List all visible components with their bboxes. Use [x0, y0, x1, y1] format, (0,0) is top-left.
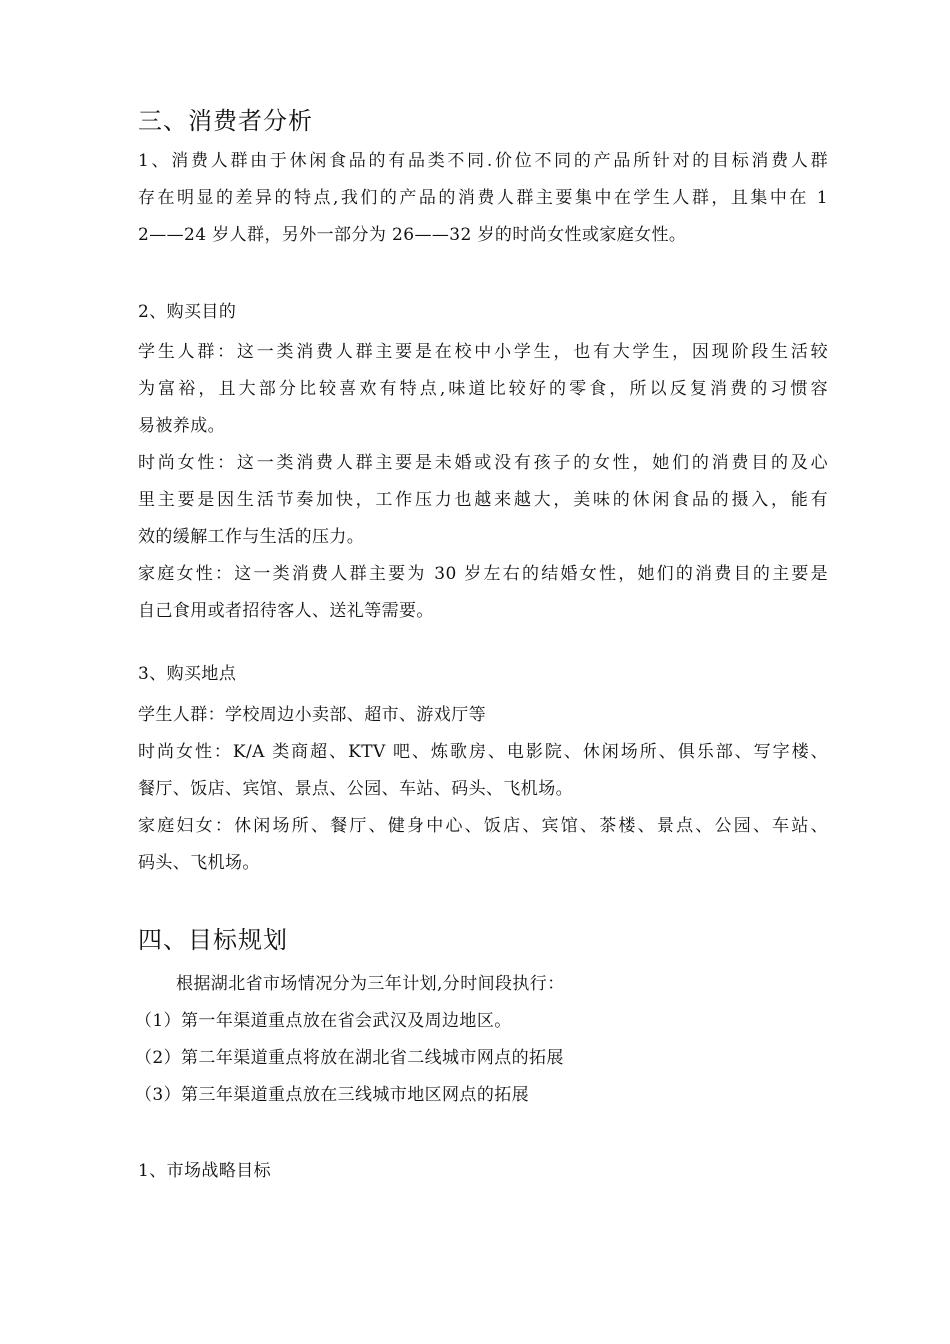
text-line: 自己食用或者招待客人、送礼等需要。 — [138, 601, 434, 621]
section-heading-target-planning: 四、目标规划 — [138, 926, 288, 954]
section-heading-consumer-analysis: 三、消费者分析 — [138, 107, 313, 135]
text-line: 学生人群：学校周边小卖部、超市、游戏厅等 — [138, 705, 486, 725]
paragraph-purpose-family-women — [138, 556, 828, 630]
text-line: 学生人群：这一类消费人群主要是在校中小学生，也有大学生，因现阶段生活较 — [138, 342, 828, 362]
subheading-market-strategy-goal: 1、市场战略目标 — [138, 1161, 272, 1181]
plan-item-1: （1）第一年渠道重点放在省会武汉及周边地区。 — [135, 1011, 512, 1031]
text-line: 2——24 岁人群，另外一部分为 26——32 岁的时尚女性或家庭女性。 — [138, 225, 687, 245]
text-line: 家庭女性：这一类消费人群主要为 30 岁左右的结婚女性，她们的消费目的主要是 — [138, 564, 828, 584]
text-line: 效的缓解工作与生活的压力。 — [138, 527, 365, 547]
text-line: 里主要是因生活节奏加快，工作压力也越来越大，美味的休闲食品的摄入，能有 — [138, 490, 828, 510]
text-line: 餐厅、饭店、宾馆、景点、公园、车站、码头、飞机场。 — [138, 779, 573, 799]
subheading-purchase-location: 3、购买地点 — [138, 664, 237, 684]
text-line: 家庭妇女：休闲场所、餐厅、健身中心、饭店、宾馆、茶楼、景点、公园、车站、 — [138, 816, 828, 836]
plan-item-3: （3）第三年渠道重点放在三线城市地区网点的拓展 — [135, 1085, 530, 1105]
plan-item-2: （2）第二年渠道重点将放在湖北省二线城市网点的拓展 — [135, 1048, 564, 1068]
paragraph-location-students — [138, 697, 828, 734]
text-line: 存在明显的差异的特点,我们的产品的消费人群主要集中在学生人群，且集中在 1 — [138, 188, 828, 208]
paragraph-purpose-students — [138, 334, 828, 445]
text-line: 1、消费人群由于休闲食品的有品类不同.价位不同的产品所针对的目标消费人群 — [138, 151, 828, 171]
paragraph-consumer-groups — [138, 143, 828, 254]
plan-intro: 根据湖北省市场情况分为三年计划,分时间段执行： — [176, 974, 565, 994]
text-line: 易被养成。 — [138, 416, 225, 436]
text-line: 码头、飞机场。 — [138, 853, 260, 873]
paragraph-location-family-women — [138, 808, 828, 882]
paragraph-location-fashion-women — [138, 734, 828, 808]
paragraph-purpose-fashion-women — [138, 445, 828, 556]
subheading-purchase-purpose: 2、购买目的 — [138, 302, 237, 322]
text-line: 为富裕，且大部分比较喜欢有特点,味道比较好的零食，所以反复消费的习惯容 — [138, 379, 828, 399]
text-line: 时尚女性：这一类消费人群主要是未婚或没有孩子的女性，她们的消费目的及心 — [138, 453, 828, 473]
text-line: 时尚女性：K/A 类商超、KTV 吧、炼歌房、电影院、休闲场所、俱乐部、写字楼、 — [138, 742, 828, 762]
